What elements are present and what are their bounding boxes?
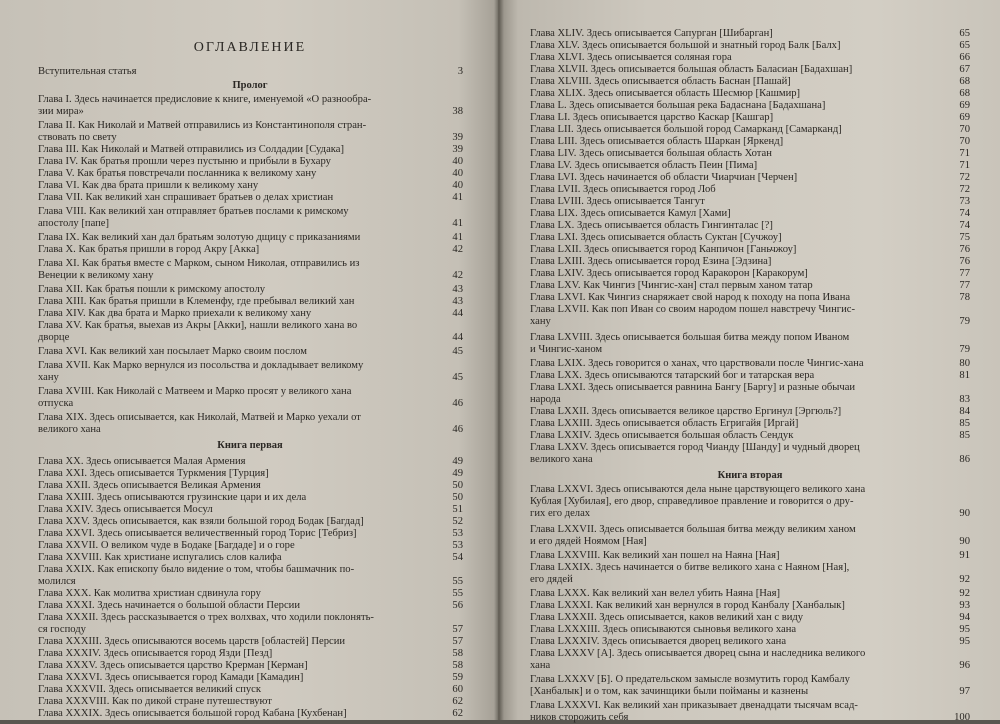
toc-entry [530,196,970,208]
toc-entry-text: Глава LXII. Здесь описывается город Канпичон [Ганьчжоу] [530,244,797,255]
toc-entry [38,564,463,588]
toc-entry-page: 72 [959,172,970,183]
toc-entry-text: Глава LXXXV [А]. Здесь описывается дворец сына и наследника великого хана [530,648,866,671]
toc-entry [530,524,970,548]
toc-entry-text: Глава I. Здесь начинается предисловие к книге, именуемой «О разнообра- зии мира» [38,94,372,117]
toc-entry-page: 62 [452,696,463,707]
toc-entry-page: 76 [959,256,970,267]
toc-entry-page: 81 [959,370,970,381]
toc-entry-page: 90 [959,536,970,547]
toc-entry-text: Глава L. Здесь описывается большая река Бадаснана [Бадахшана] [530,100,826,111]
toc-entry [530,208,970,220]
toc-entry-page: 73 [959,196,970,207]
toc-entry-page: 53 [452,528,463,539]
toc-entry [38,504,463,516]
toc-entry-page: 44 [452,332,463,343]
toc-entry [38,516,463,528]
toc-entry-page: 80 [959,358,970,369]
toc-entry-text: Глава XXXI. Здесь начинается о большой области Персии [38,600,301,611]
toc-entry-page: 39 [452,132,463,143]
toc-entry-page: 65 [959,28,970,39]
toc-entry-page: 74 [959,208,970,219]
toc-entry-text: Глава LXIII. Здесь описывается город Езина [Эдзина] [530,256,772,267]
book-one-heading: Книга первая [217,440,283,451]
toc-entry-page: 59 [452,672,463,683]
toc-entry-text: Глава III. Как Николай и Матвей отправились из Солдадии [Судака] [38,144,344,155]
toc-entry-page: 56 [452,600,463,611]
toc-entry-text: Глава XVII. Как Марко вернулся из посольства и докладывает великому хану [38,360,364,383]
toc-entry [38,696,463,708]
toc-entry [530,370,970,382]
toc-entry [38,144,463,156]
toc-entry-text: Глава LXI. Здесь описывается область Суктан [Сучжоу] [530,232,782,243]
toc-entry-text: Глава LXXXI. Как великий хан вернулся в город Канбалу [Ханбалык] [530,600,845,611]
toc-entry-page: 40 [452,156,463,167]
toc-entry-text: Глава XVIII. Как Николай с Матвеем и Марко просят у великого хана отпуска [38,386,352,409]
toc-entry-page: 50 [452,492,463,503]
toc-entry-page: 68 [959,88,970,99]
toc-entry-text: Глава XII. Как братья пошли к римскому апостолу [38,284,266,295]
toc-entry [530,244,970,256]
toc-entry-page: 53 [452,540,463,551]
toc-entry-text: Глава XXXIV. Здесь описывается город Язди [Пезд] [38,648,273,659]
toc-entry-text: Глава XLVI. Здесь описывается соляная гора [530,52,732,63]
toc-entry [38,244,463,256]
toc-entry [38,120,463,144]
toc-entry [530,76,970,88]
toc-entry-text: Глава XXXII. Здесь рассказывается о трех волхвах, что ходили поклонять- ся господу [38,612,374,635]
toc-entry-page: 58 [452,660,463,671]
toc-entry [530,28,970,40]
toc-entry [38,308,463,320]
toc-entry-page: 40 [452,180,463,191]
toc-entry [530,600,970,612]
toc-entry-page: 38 [452,106,463,117]
toc-entry [530,700,970,724]
book-two-heading: Книга вторая [717,470,783,481]
toc-entry [530,160,970,172]
toc-entry-text: Глава XXXVI. Здесь описывается город Камади [Камадин] [38,672,304,683]
toc-entry-text: Глава XXXVIII. Как по дикой стране путешествуют [38,696,272,707]
toc-entry-text: Глава XLV. Здесь описывается большой и знатный город Балк [Балх] [530,40,841,51]
toc-entry [530,292,970,304]
toc-entry-text: Глава XVI. Как великий хан посылает Марко своим послом [38,346,307,357]
toc-entry-text: Глава VII. Как великий хан спрашивает братьев о делах христиан [38,192,334,203]
toc-entry-page: 44 [452,308,463,319]
toc-entry-page: 49 [452,468,463,479]
toc-entry [530,550,970,562]
toc-entry [38,168,463,180]
toc-entry-page: 74 [959,220,970,231]
toc-entry-page: 78 [959,292,970,303]
toc-entry-page: 49 [452,456,463,467]
toc-entry [38,346,463,358]
toc-entry-page: 41 [452,232,463,243]
toc-entry [530,358,970,370]
toc-entry-page: 42 [452,270,463,281]
toc-entry [38,192,463,204]
toc-entry-text: Глава II. Как Николай и Матвей отправились из Константинополя стран- ствовать по свету [38,120,367,143]
toc-entry-page: 46 [452,424,463,435]
toc-entry [530,304,970,328]
toc-entry-text: Глава LIX. Здесь описывается Камул [Хами] [530,208,731,219]
toc-entry-page: 95 [959,624,970,635]
toc-entry-page: 43 [452,284,463,295]
toc-entry [38,672,463,684]
toc-entry [38,156,463,168]
toc-entry-text: Глава XXXVII. Здесь описывается великий спуск [38,684,262,695]
toc-entry [530,100,970,112]
toc-entry [38,258,463,282]
toc-entry-text: Глава LII. Здесь описывается большой город Самарканд [Самарканд] [530,124,842,135]
toc-entry-text: Глава XIX. Здесь описывается, как Николай, Матвей и Марко уехали от великого хана [38,412,361,435]
toc-entry [38,612,463,636]
toc-entry-page: 79 [959,344,970,355]
toc-entry-text: Глава XXV. Здесь описывается, как взяли большой город Бодак [Багдад] [38,516,364,527]
toc-entry-page: 84 [959,406,970,417]
toc-entry-page: 39 [452,144,463,155]
toc-entry-text: Глава LXXXV [Б]. О предательском замысле возмутить город Камбалу [Ханбалык] и о том, как зачинщики были пойманы и казнены [530,674,850,697]
toc-entry-page: 76 [959,244,970,255]
toc-entry [38,708,463,720]
toc-entry [530,280,970,292]
toc-entry-page: 58 [452,648,463,659]
toc-entry-page: 71 [959,148,970,159]
toc-entry [38,588,463,600]
toc-entry [530,148,970,160]
toc-entry-page: 45 [452,346,463,357]
toc-entry-text: Глава LVI. Здесь начинается об области Чиарчиан [Черчен] [530,172,798,183]
toc-entry-text: Глава LXXII. Здесь описывается великое царство Ергинул [Эргюль?] [530,406,842,417]
toc-entry-page: 55 [452,576,463,587]
toc-entry-page: 75 [959,232,970,243]
toc-entry-text: Глава LXV. Как Чингиз [Чингис-хан] стал первым ханом татар [530,280,813,291]
toc-entry [530,112,970,124]
toc-entry-text: Глава XXXIX. Здесь описывается большой город Кабана [Кухбенан] [38,708,347,719]
toc-entry-page: 92 [959,574,970,585]
toc-entry [38,684,463,696]
toc-entry-text: Глава LXXV. Здесь описывается город Чианду [Шанду] и чудный дворец великого хана [530,442,860,465]
toc-entry-text: Глава IX. Как великий хан дал братьям золотую дщицу с приказаниями [38,232,361,243]
toc-entry-text: Глава XXIV. Здесь описывается Мосул [38,504,213,515]
toc-entry-text: Глава LXXVII. Здесь описывается большая битва между великим ханом и его дядей Ноямом [Ная] [530,524,856,547]
toc-entry [530,124,970,136]
toc-entry [38,94,463,118]
book-gutter [494,0,504,720]
toc-entry-text: Глава VI. Как два брата пришли к великому хану [38,180,259,191]
toc-entry-text: Глава LXXI. Здесь описывается равнина Бангу [Баргу] и разные обычаи народа [530,382,856,405]
intro-entry [38,66,463,78]
toc-entry-text: Глава LXXXIII. Здесь описываются сыновья великого хана [530,624,797,635]
toc-entry-text: Глава LXXVI. Здесь описываются дела ныне царствующего великого хана Кублая [Хубилая], его двор, справедливое правление и говорится о дру- гих его делах [530,484,866,519]
toc-entry [38,492,463,504]
toc-entry [38,636,463,648]
toc-entry-page: 43 [452,296,463,307]
toc-entry-text: Глава LXVI. Как Чингиз снаряжает свой народ к походу на попа Ивана [530,292,851,303]
toc-entry-text: Глава XXXIII. Здесь описываются восемь царств [областей] Персии [38,636,346,647]
toc-entry-page: 77 [959,268,970,279]
toc-entry-page: 55 [452,588,463,599]
toc-entry-page: 69 [959,112,970,123]
toc-entry [530,184,970,196]
toc-entry [530,88,970,100]
toc-entry [530,172,970,184]
right-page [498,0,1000,723]
toc-entry [38,648,463,660]
toc-entry [38,412,463,436]
toc-entry [530,256,970,268]
toc-entry-page: 85 [959,418,970,429]
toc-entry [38,296,463,308]
toc-entry-page: 94 [959,612,970,623]
toc-entry-text: Глава XX. Здесь описывается Малая Армения [38,456,246,467]
toc-entry-page: 41 [452,192,463,203]
toc-entry-text: Глава XLIX. Здесь описывается область Шесмюр [Кашмир] [530,88,801,99]
toc-entry-page: 100 [954,712,970,723]
toc-entry-text: Глава XIV. Как два брата и Марко приехали к великому хану [38,308,312,319]
toc-entry [38,320,463,344]
toc-entry [38,540,463,552]
toc-entry-page: 65 [959,40,970,51]
toc-entry [530,268,970,280]
toc-entry-page: 54 [452,552,463,563]
toc-entry-text: Глава LXXXVI. Как великий хан приказывает двенадцати тысячам всад- ников сторожить себя [530,700,858,723]
toc-entry-text: Глава XXIX. Как епископу было видение о том, чтобы башмачник по- молился [38,564,355,587]
toc-entry-text: Глава XXVI. Здесь описывается величественный город Торис [Тебриз] [38,528,357,539]
toc-entry [38,660,463,672]
toc-entry-page: 69 [959,100,970,111]
toc-entry-text: Глава LXIV. Здесь описывается город Каракорон [Каракорум] [530,268,808,279]
toc-entry-text: Глава LIV. Здесь описывается большая область Хотан [530,148,772,159]
toc-entry-page: 70 [959,124,970,135]
toc-entry [38,456,463,468]
toc-entry-page: 85 [959,430,970,441]
toc-entry [530,588,970,600]
toc-entry-page: 77 [959,280,970,291]
toc-entry-page: 70 [959,136,970,147]
toc-entry [530,232,970,244]
toc-entry-text: Глава XI. Как братья вместе с Марком, сыном Николая, отправились из Венеции к великому хану [38,258,360,281]
prologue-heading: Пролог [232,80,268,91]
toc-entry-text: Глава VIII. Как великий хан отправляет братьев послами к римскому апостолу [папе] [38,206,349,229]
toc-entry-text: Глава XXXV. Здесь описывается царство Крерман [Керман] [38,660,308,671]
toc-entry-text: Глава V. Как братья повстречали посланника к великому хану [38,168,317,179]
toc-entry [530,220,970,232]
toc-entry [530,40,970,52]
toc-entry-page: 46 [452,398,463,409]
toc-entry-text: Глава LXIX. Здесь говорится о ханах, что царствовали после Чингис-хана [530,358,864,369]
intro-entry-text: Вступительная статья [38,66,137,77]
toc-entry-text: Глава LXXIX. Здесь начинается о битве великого хана с Наяном [Ная], его дядей [530,562,850,585]
toc-entry-page: 86 [959,454,970,465]
toc-entry-page: 60 [452,684,463,695]
toc-entry [530,406,970,418]
toc-entry-page: 83 [959,394,970,405]
toc-entry-text: Глава LXVIII. Здесь описывается большая битва между попом Иваном и Чингис-ханом [530,332,850,355]
toc-entry-text: Глава LVIII. Здесь описывается Тангут [530,196,705,207]
toc-entry [530,648,970,672]
toc-entry-text: Глава XLVIII. Здесь описывается область Баснан [Пашай] [530,76,791,87]
toc-entry-text: Глава LXXXII. Здесь описывается, каков великий хан с виду [530,612,804,623]
toc-entry [530,64,970,76]
toc-entry [530,636,970,648]
toc-entry-page: 67 [959,64,970,75]
toc-entry-text: Глава LXX. Здесь описываются татарский бог и татарская вера [530,370,815,381]
toc-entry [530,442,970,466]
toc-entry-page: 62 [452,708,463,719]
toc-entry-page: 68 [959,76,970,87]
toc-entry-page: 66 [959,52,970,63]
toc-entry [530,612,970,624]
toc-entry-page: 40 [452,168,463,179]
toc-entry-text: Глава LV. Здесь описывается область Пеин [Пима] [530,160,758,171]
toc-entry [38,180,463,192]
toc-entry-text: Глава LIII. Здесь описывается область Шаркан [Яркенд] [530,136,784,147]
toc-entry-page: 57 [452,636,463,647]
toc-entry [38,468,463,480]
toc-entry [530,332,970,356]
toc-entry [38,360,463,384]
toc-entry-text: Глава LVII. Здесь описывается город Лоб [530,184,716,195]
toc-entry-page: 90 [959,508,970,519]
toc-entry-page: 45 [452,372,463,383]
toc-entry-page: 52 [452,516,463,527]
toc-entry [38,386,463,410]
intro-entry-page: 3 [457,66,463,77]
toc-entry [530,624,970,636]
toc-entry-text: Глава LXXIV. Здесь описывается большая область Сендук [530,430,794,441]
toc-entry [38,480,463,492]
toc-entry-text: Глава XLVII. Здесь описывается большая область Баласиан [Бадахшан] [530,64,853,75]
toc-entry-page: 57 [452,624,463,635]
toc-entry [38,600,463,612]
toc-entry [38,528,463,540]
toc-entry-text: Глава LXXXIV. Здесь описывается дворец великого хана [530,636,787,647]
toc-entry-text: Глава XXIII. Здесь описываются грузинские цари и их дела [38,492,307,503]
toc-entry-text: Глава IV. Как братья прошли через пустыню и прибыли в Бухару [38,156,331,167]
toc-entry-page: 92 [959,588,970,599]
toc-entry [38,232,463,244]
toc-entry-text: Глава X. Как братья пришли в город Акру [Акка] [38,244,260,255]
toc-entry [530,674,970,698]
toc-entry-page: 96 [959,660,970,671]
toc-entry-text: Глава XXVII. О великом чуде в Бодаке [Багдаде] и о горе [38,540,295,551]
toc-entry-page: 71 [959,160,970,171]
toc-entry-page: 42 [452,244,463,255]
toc-entry-page: 50 [452,480,463,491]
toc-entry-page: 91 [959,550,970,561]
toc-entry-text: Глава XLIV. Здесь описывается Сапурган [Шибарган] [530,28,773,39]
toc-entry-text: Глава XXI. Здесь описывается Туркмения [Турция] [38,468,269,479]
toc-entry-page: 51 [452,504,463,515]
toc-entry [530,430,970,442]
toc-entry [38,552,463,564]
toc-entry-text: Глава LI. Здесь описывается царство Каскар [Кашгар] [530,112,774,123]
toc-entry [530,562,970,586]
toc-entry [530,382,970,406]
toc-entry-page: 93 [959,600,970,611]
toc-entry-text: Глава XXVIII. Как христиане испугались слов калифа [38,552,282,563]
toc-entry [530,484,970,520]
toc-entry-text: Глава XIII. Как братья пришли в Клеменфу, где пребывал великий хан [38,296,355,307]
toc-entry-page: 72 [959,184,970,195]
toc-entry-page: 79 [959,316,970,327]
toc-entry-text: Глава LXXX. Как великий хан велел убить Наяна [Ная] [530,588,780,599]
toc-entry-text: Глава LXXIII. Здесь описывается область Егригайя [Иргай] [530,418,799,429]
toc-entry-text: Глава XXX. Как молитва христиан сдвинула гору [38,588,261,599]
toc-entry-text: Глава LXXVIII. Как великий хан пошел на Наяна [Ная] [530,550,780,561]
toc-title: ОГЛАВЛЕНИЕ [193,40,307,55]
toc-entry [530,52,970,64]
toc-entry-text: Глава XV. Как братья, выехав из Акры [Акки], нашли великого хана во дворце [38,320,358,343]
toc-entry-text: Глава LX. Здесь описывается область Гингинталас [?] [530,220,773,231]
toc-entry-page: 97 [959,686,970,697]
toc-entry-page: 41 [452,218,463,229]
toc-entry [38,206,463,230]
toc-entry [530,136,970,148]
toc-entry [38,284,463,296]
toc-entry [530,418,970,430]
left-page [0,0,498,720]
toc-entry-text: Глава LXVII. Как поп Иван со своим народом пошел навстречу Чингис- хану [530,304,855,327]
toc-entry-text: Глава XXII. Здесь описывается Великая Армения [38,480,261,491]
toc-entry-page: 95 [959,636,970,647]
